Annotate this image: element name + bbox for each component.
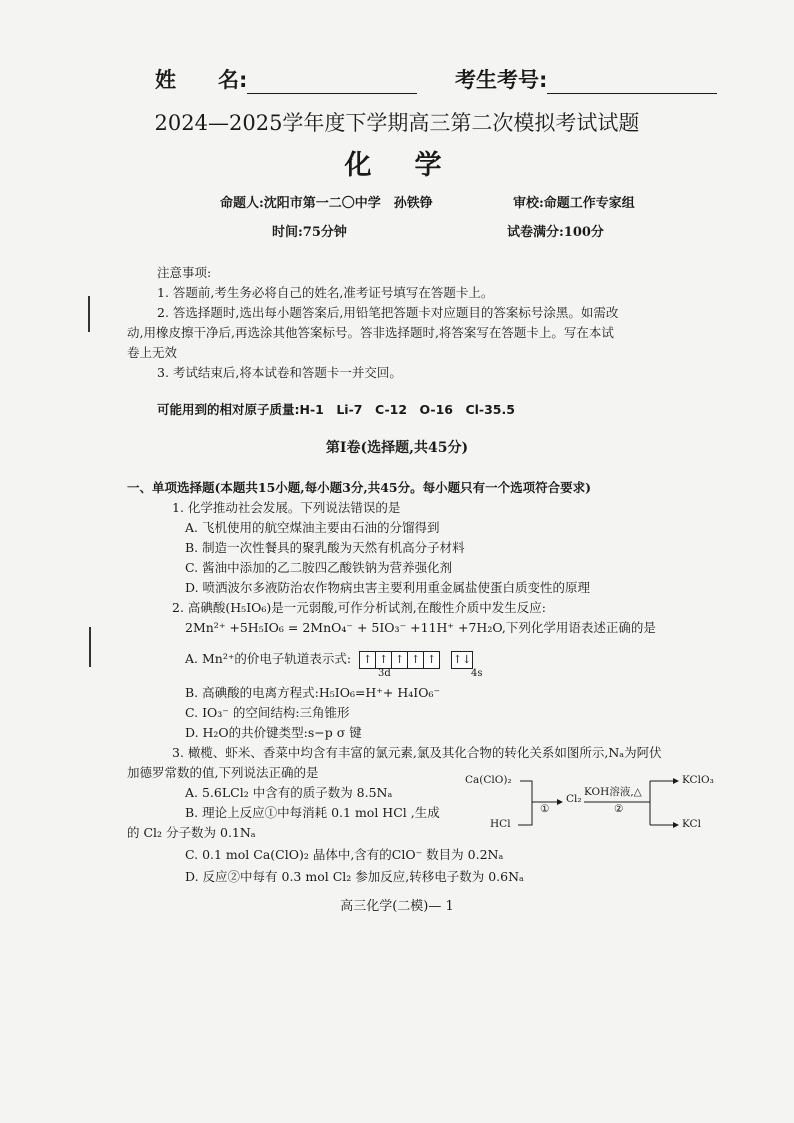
score-line: 试卷满分:100分 bbox=[507, 225, 604, 240]
author-line: 命题人:沈阳市第一二〇中学 孙铁铮 bbox=[220, 196, 433, 211]
q1-option-a: A. 飞机使用的航空煤油主要由石油的分馏得到 bbox=[185, 520, 440, 535]
atomic-masses: 可能用到的相对原子质量:H-1 Li-7 C-12 O-16 Cl-35.5 bbox=[157, 402, 515, 417]
q2-option-c: C. IO₃⁻ 的空间结构:三角锥形 bbox=[185, 705, 350, 720]
notes-item-2-cont: 动,用橡皮擦干净后,再选涂其他答案标号。答非选择题时,将答案写在答题卡上。写在本试 bbox=[127, 325, 614, 340]
notes-heading: 注意事项: bbox=[157, 265, 212, 280]
orbital-3d-box: ↑ bbox=[391, 651, 408, 669]
orbital-3d-group bbox=[359, 651, 439, 669]
label-3d: 3d bbox=[378, 668, 391, 679]
orbital-3d-box: ↑ bbox=[375, 651, 392, 669]
diagram-product1: KClO₃ bbox=[682, 774, 714, 786]
q3-option-b-1: B. 理论上反应①中每消耗 0.1 mol HCl ,生成 bbox=[185, 805, 440, 820]
q2-option-b: B. 高碘酸的电离方程式:H₅IO₆=H⁺+ H₄IO₆⁻ bbox=[185, 685, 441, 700]
q3-option-b-2: 的 Cl₂ 分子数为 0.1Nₐ bbox=[127, 825, 256, 840]
diagram-middle: Cl₂ bbox=[566, 793, 582, 805]
reviewer-line: 审校:命题工作专家组 bbox=[513, 196, 635, 211]
q1-option-b: B. 制造一次性餐具的聚乳酸为天然有机高分子材料 bbox=[185, 540, 465, 555]
q3-stem-1: 3. 橄榄、虾米、香菜中均含有丰富的氯元素,氯及其化合物的转化关系如图所示,Nₐ为阿伏 bbox=[172, 745, 662, 760]
diagram-product2: KCl bbox=[682, 818, 701, 830]
diagram-label1: ① bbox=[540, 803, 550, 815]
section1-title: 第Ⅰ卷(选择题,共45分) bbox=[325, 440, 469, 456]
q3-option-a: A. 5.6LCl₂ 中含有的质子数为 8.5Nₐ bbox=[185, 785, 393, 800]
orbital-3d-box: ↑ bbox=[407, 651, 424, 669]
q3-option-d: D. 反应②中每有 0.3 mol Cl₂ 参加反应,转移电子数为 0.6Nₐ bbox=[185, 869, 524, 884]
margin-mark-bottom bbox=[89, 627, 91, 667]
label-4s: 4s bbox=[471, 668, 483, 679]
q2-stem: 2. 高碘酸(H₅IO₆)是一元弱酸,可作分析试剂,在酸性介质中发生反应: bbox=[172, 600, 546, 615]
exam-title: 2024—2025学年度下学期高三第二次模拟考试试题 bbox=[154, 111, 640, 135]
diagram-reactant2: HCl bbox=[490, 818, 511, 830]
q2-option-d: D. H₂O的共价键类型:s−p σ 键 bbox=[185, 725, 362, 740]
time-line: 时间:75分钟 bbox=[272, 225, 347, 240]
name-field bbox=[155, 64, 417, 94]
notes-item-3: 3. 考试结束后,将本试卷和答题卡一并交回。 bbox=[157, 365, 402, 380]
chlorine-diagram bbox=[460, 770, 730, 840]
id-label: 考生考号: bbox=[455, 68, 548, 92]
margin-mark-top bbox=[88, 296, 90, 332]
name-blank bbox=[247, 71, 417, 94]
diagram-reactant1: Ca(ClO)₂ bbox=[465, 774, 512, 786]
section1-instruction: 一、单项选择题(本题共15小题,每小题3分,共45分。每小题只有一个选项符合要求) bbox=[127, 480, 592, 495]
id-field bbox=[455, 64, 717, 94]
orbital-3d-box: ↑ bbox=[359, 651, 376, 669]
subject-title: 化 学 bbox=[344, 150, 450, 181]
notes-item-1: 1. 答题前,考生务必将自己的姓名,准考证号填写在答题卡上。 bbox=[157, 285, 494, 300]
q1-option-c: C. 酱油中添加的乙二胺四乙酸铁钠为营养强化剂 bbox=[185, 560, 453, 575]
q3-stem-2: 加德罗常数的值,下列说法正确的是 bbox=[127, 765, 319, 780]
orbital-4s-box: ↑↓ bbox=[451, 651, 473, 669]
q3-option-c: C. 0.1 mol Ca(ClO)₂ 晶体中,含有的ClO⁻ 数目为 0.2Nₐ bbox=[185, 847, 504, 862]
diagram-arrows bbox=[460, 770, 730, 840]
q2-option-a-text: A. Mn²⁺的价电子轨道表示式: bbox=[185, 651, 352, 666]
notes-item-2: 2. 答选择题时,选出每小题答案后,用铅笔把答题卡对应题目的答案标号涂黑。如需改 bbox=[157, 305, 619, 320]
q2-option-a bbox=[185, 649, 472, 669]
q2-equation: 2Mn²⁺ +5H₅IO₆ = 2MnO₄⁻ + 5IO₃⁻ +11H⁺ +7H₂O,下列化学用语表述正确的是 bbox=[185, 620, 656, 635]
page-footer: 高三化学(二模)— 1 bbox=[340, 899, 454, 914]
q1-option-d: D. 喷洒波尔多液防治农作物病虫害主要利用重金属盐使蛋白质变性的原理 bbox=[185, 580, 591, 595]
id-blank bbox=[547, 71, 717, 94]
orbital-3d-box: ↑ bbox=[423, 651, 440, 669]
diagram-condition: KOH溶液,△ bbox=[584, 786, 642, 798]
name-label: 姓 名: bbox=[155, 68, 248, 92]
diagram-label2: ② bbox=[614, 803, 624, 815]
q1-stem: 1. 化学推动社会发展。下列说法错误的是 bbox=[172, 500, 401, 515]
notes-item-2-end: 卷上无效 bbox=[127, 345, 178, 360]
